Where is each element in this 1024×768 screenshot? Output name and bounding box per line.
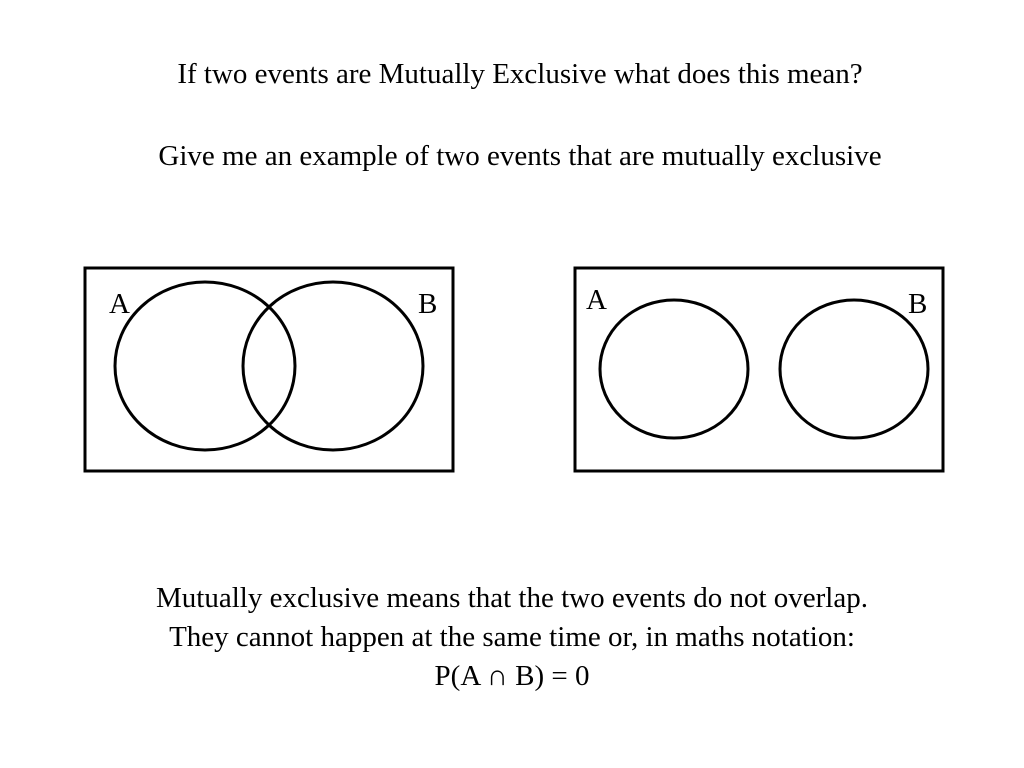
label-b-disjoint: B xyxy=(908,288,928,320)
label-a-overlapping: A xyxy=(109,288,130,320)
venn-overlapping-diagram xyxy=(85,268,453,471)
question-mutually-exclusive-meaning: If two events are Mutually Exclusive what does this mean? xyxy=(177,58,863,90)
mutually-exclusive-explanation xyxy=(0,579,1024,696)
set-b-circle-overlapping xyxy=(243,282,423,450)
question-example-request: Give me an example of two events that are mutually exclusive xyxy=(158,140,882,172)
label-a-disjoint: A xyxy=(586,284,607,316)
probability-formula: P(A ∩ B) = 0 xyxy=(434,660,590,692)
sample-space-box-disjoint xyxy=(575,268,943,471)
venn-disjoint-diagram xyxy=(575,268,943,471)
set-a-circle-disjoint xyxy=(600,300,748,438)
label-b-overlapping: B xyxy=(418,288,438,320)
explanation-line-2: They cannot happen at the same time or, in maths notation: xyxy=(169,621,855,653)
explanation-line-1: Mutually exclusive means that the two events do not overlap. xyxy=(156,582,868,614)
sample-space-box-overlapping xyxy=(85,268,453,471)
set-b-circle-disjoint xyxy=(780,300,928,438)
